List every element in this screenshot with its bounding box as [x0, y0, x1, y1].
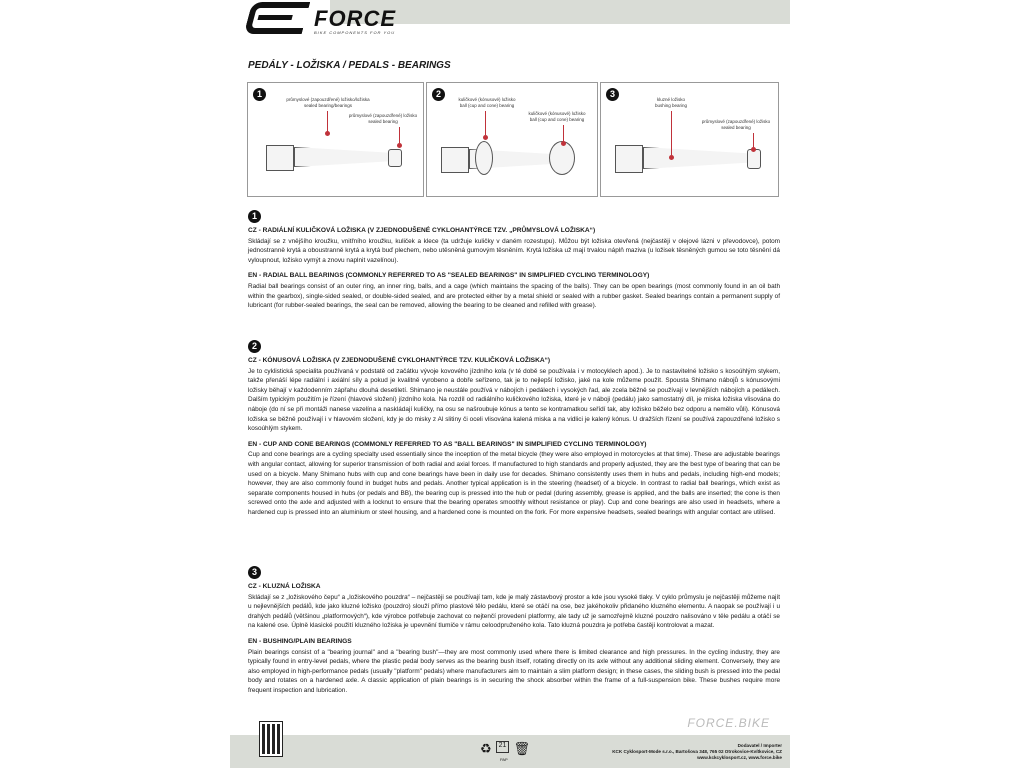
en-text: Plain bearings consist of a "bearing journal" and a "bearing bush"—they are most commonly used where there is limited clearance and high pressures. In the cycling industry, they are typically found in entry-level pedals, where the plastic pedal body serves as the bearing bush itself, rotating directly on its axle without any additional sliding element. Conversely, they are also employed in high-performance pedals (usually "platform" pedals) where manufacturers aim to maintain a slim platform design; in these cases, the sliding bush is pressed into the pedal body and rotates on a hardened axle. A classic application of plain bearings is in securing the shock absorber within the frame of a full-suspension bike. These bushes require more frequent inspection and lubrication. [248, 648, 780, 694]
cone-bearing [549, 141, 575, 175]
diagram-panel-1 [247, 82, 424, 197]
brand-name: FORCE [314, 6, 396, 31]
panel-number: 1 [253, 88, 266, 101]
pointer-line [671, 111, 672, 155]
cup-bearing [475, 141, 493, 175]
bearing-marker [561, 141, 566, 146]
en-heading: EN - BUSHING/PLAIN BEARINGS [248, 637, 352, 645]
diagram-label: kluzné ložisko bushing bearing [654, 97, 688, 108]
bearing-marker [483, 135, 488, 140]
section-number: 2 [248, 340, 261, 353]
importer-info [612, 743, 782, 761]
panel-number: 2 [432, 88, 445, 101]
qr-code [260, 722, 282, 756]
bearing-marker [325, 131, 330, 136]
section-radial-bearings [248, 210, 780, 317]
force-logo [248, 2, 428, 38]
importer-label: Dodavatel / Importer [737, 743, 782, 748]
page-title: PEDÁLY - LOŽISKA / PEDALS - BEARINGS [248, 60, 451, 71]
cz-heading: CZ - KÓNUSOVÁ LOŽISKA (V ZJEDNODUŠENÉ CYKLOHANTÝRCE TZV. KULIČKOVÁ LOŽISKA“) [248, 357, 551, 364]
diagram-label: průmyslové (zapouzdřené) ložisko sealed bearing [701, 119, 771, 130]
document-page [230, 0, 790, 768]
pointer-line [753, 133, 754, 147]
recycling-symbols [480, 741, 530, 762]
bin-icon: 🗑 [513, 741, 530, 756]
pap-label: PAP [500, 757, 508, 762]
bearing-marker [669, 155, 674, 160]
brand-tagline: BIKE COMPONENTS FOR YOU [314, 30, 396, 35]
en-heading: EN - RADIAL BALL BEARINGS (COMMONLY REFERRED TO AS "SEALED BEARINGS" IN SIMPLIFIED CYCLING TERMINOLOGY) [248, 272, 650, 280]
bearing-marker [751, 147, 756, 152]
bearing-marker [397, 143, 402, 148]
green-dot-icon: ♻ [480, 741, 492, 756]
cz-heading: CZ - RADIÁLNÍ KULIČKOVÁ LOŽISKA (V ZJEDNODUŠENÉ CYKLOHANTÝRCE TZV. „PRŮMYSLOVÁ LOŽISKA“) [248, 227, 596, 234]
footer-logo: FORCE.BIKE [687, 716, 770, 730]
pointer-line [327, 111, 328, 133]
diagram-panel-3 [600, 82, 779, 197]
cz-text: Skládají se z vnějšího kroužku, vnitřního kroužku, kuliček a klece (ta udržuje kuličky v daném rozestupu). Můžou být ložiska otevřená (nejčastěji v olejové lázni v převodovce), potom jednostranně krytá a oboustranně krytá a krytá buď plechem, nebo utěsněná gumovým těsněním. Krytá ložiska už mají trvalou náplň maziva (u ložisek těsněných gumou se toto těsnění dá vyloupnout, ložisko vymýt a znovu naplnit vazelínou). [248, 237, 780, 264]
force-logo-mark-icon [244, 2, 311, 34]
section-plain-bearings [248, 566, 780, 702]
pointer-line [399, 127, 400, 143]
pedal-axle [294, 147, 394, 167]
diagram-label: průmyslové (zapouzdřené) ložisko/ložiska sealed bearing/bearings [286, 97, 370, 108]
diagram-label: kuličkové (kónusové) ložisko ball (cup and cone) bearing [528, 111, 586, 122]
pointer-line [485, 111, 486, 135]
panel-number: 3 [606, 88, 619, 101]
en-heading: EN - CUP AND CONE BEARINGS (COMMONLY REFERRED TO AS "BALL BEARINGS" IN SIMPLIFIED CYCLING TERMINOLOGY) [248, 440, 647, 448]
section-number: 1 [248, 210, 261, 223]
recycle-triangle-icon: 21 [496, 741, 510, 753]
footer-band [230, 735, 790, 768]
diagram-label: průmyslové (zapouzdřené) ložisko sealed bearing [348, 113, 418, 124]
section-number: 3 [248, 566, 261, 579]
pedal-axle-thread [441, 147, 469, 173]
pedal-axle-nut [747, 149, 761, 169]
importer-web: www.kckcyklosport.cz, www.force.bike [697, 755, 782, 760]
pedal-axle-thread [266, 145, 294, 171]
diagram-panel-2 [426, 82, 598, 197]
section-cup-cone-bearings [248, 340, 780, 524]
pedal-axle [643, 147, 753, 169]
pedal-axle-nut [388, 149, 402, 167]
en-text: Cup and cone bearings are a cycling specialty used essentially since the inception of the metal bicycle (they were also employed in motorcycles at that time). These are adjustable bearings with angular contact, allowing for superior transmission of both radial and axial forces. If manufactured to high standards and properly adjusted, they are the best type of bearing that can be used on a bicycle. Many Shimano hubs with cup and cone bearings have been in daily use for decades. Shimano consistently uses them in hubs and pedals, including high-end models; however, they are also commonly found in budget hubs and pedals. Another typical application is in the steering (headset) of a bicycle. In contrast to radial ball bearings, which exist as separate components housed in hubs (or pedals and BB), the bearing cup is pressed into the hub or pedal (during assembly, grease is applied, and the balls are inserted; the cone is then screwed onto the axle and adjusted with a locknut to ensure that the bearing operates smoothly without resistance or play). Cup and cone bearings are also used in headsets, where a hardened cup is pressed into an aluminium or steel housing, and a hardened cone is mounted on the fork. For more expensive headsets, sealed bearings with angular contact are utilised. [248, 451, 780, 516]
cz-text: Skládají se z „ložiskového čepu“ a „ložiskového pouzdra“ – nejčastěji se používají tam, kde je malý zástavbový prostor a kde jsou vysoké tlaky. V cyklo průmyslu je nejčastěji můžeme najít u nejlevnějších pedálů, kde jako kluzné ložisko (pouzdro) slouží přímo plastové tělo pedálu, které se otáčí na ose, bez jakéhokoliv přidaného kluzného elementu. A naopak se používají i u drahých pedálů (většinou „platformových“), kde výrobce potřebuje zachovat co nejtenčí provedení platformy, ale tady už je samozřejmě kluzné pouzdro nalisováno v těle pedálu a otáčí se na kalené ose. Úplně klasické použití kluzného ložiska je upevnění tlumiče v rámu celoodpruženého kola. Tato kluzná pouzdra je potřeba častěji kontrolovat a mazat. [248, 593, 780, 630]
cz-text: Je to cyklistická specialita používaná v podstatě od začátku vývoje kovového jízdního kola (v té době se používala i v motocyklech apod.). Je to nastavitelné ložisko s kosoúhlým stykem, takže přenáší lépe radiální i axiální síly a pokud je kvalitně vyrobeno a dobře seřízeno, tak je to nejlepší ložisko, jaké na kole můžeme použít. Spousta Shimano nábojů s kónusovými ložisky běhají v každodenním zápřahu dlouhá desetiletí. Shimano je neustále používá v nábojích i pedálech i vysokých řad, ale zcela běžně se používají v levnějších nábojích a pedálech. Dalším typickým použitím je řízení (hlavové složení) jízdního kola. Na rozdíl od radiálního kuličkového ložiska, které je v náboji (pedálu) jako samostatný díl, je miska ložiska vlisována do náboje (do ní se při montáži nanese vazelína a naskládají kuličky, na osu se našroubuje kónus a tento se kontramatkou seřídí tak, aby ložisko běželo bez odporu a nemělo vůli). Kónusová ložiska se běžně používají i v hlavovém složení, kdy je do misky z Al slitiny či oceli vlisována kalená miska a na vidlici je kalený kónus. U dražších řízení se používá zapouzdřené ložisko s kosoúhlým stykem. [248, 367, 780, 433]
importer-address: KCK Cyklosport-Mode s.r.o., Bartošova 348, 765 02 Otrokovice-Kvítkovice, CZ [612, 749, 782, 754]
diagram-label: kuličkové (kónusové) ložisko ball (cup and cone) bearing [458, 97, 516, 108]
pedal-axle-thread [615, 145, 643, 173]
cz-heading: CZ - KLUZNÁ LOŽISKA [248, 583, 321, 590]
en-text: Radial ball bearings consist of an outer ring, an inner ring, balls, and a cage (which maintains the spacing of the balls). They can be open bearings (most commonly found in an oil bath within the gearbox), single-sided sealed, or double-sided sealed, and are protected either by a metal shield or sealed with a rubber gasket. Sealed bearings contain a permanent supply of lubricant (for rubber-sealed bearings, the seal can be removed, allowing the bearing to be cleaned and refilled with grease). [248, 282, 780, 310]
pointer-line [563, 125, 564, 141]
